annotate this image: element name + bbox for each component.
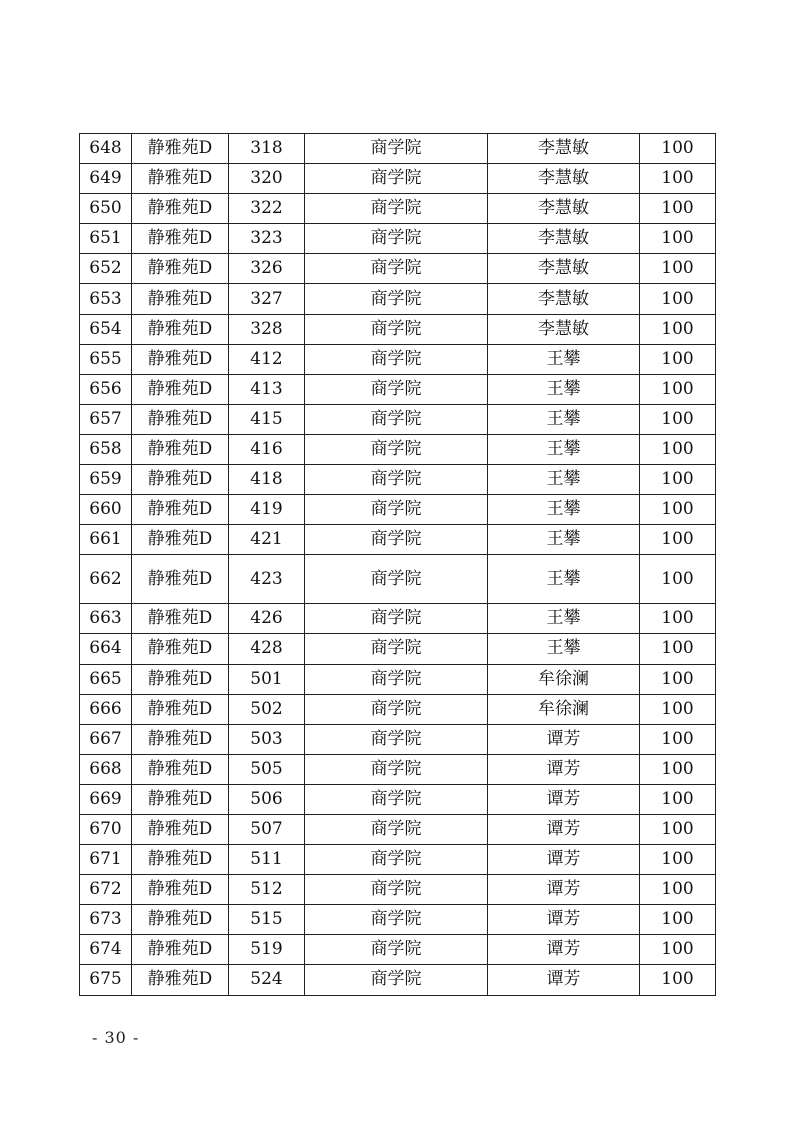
college-cell: 商学院 — [305, 784, 488, 814]
score-cell: 100 — [640, 754, 716, 784]
person-cell: 牟徐澜 — [488, 694, 640, 724]
college-cell: 商学院 — [305, 404, 488, 434]
score-cell: 100 — [640, 555, 716, 604]
row-number-cell: 666 — [80, 694, 132, 724]
building-cell: 静雅苑D — [132, 664, 229, 694]
person-cell: 谭芳 — [488, 935, 640, 965]
person-cell: 王攀 — [488, 344, 640, 374]
score-cell: 100 — [640, 344, 716, 374]
person-cell: 谭芳 — [488, 845, 640, 875]
room-cell: 503 — [229, 724, 305, 754]
person-cell: 李慧敏 — [488, 314, 640, 344]
row-number-cell: 654 — [80, 314, 132, 344]
person-cell: 谭芳 — [488, 965, 640, 995]
table-row — [80, 634, 716, 664]
building-cell: 静雅苑D — [132, 284, 229, 314]
person-cell: 王攀 — [488, 374, 640, 404]
table-row — [80, 754, 716, 784]
person-cell: 谭芳 — [488, 814, 640, 844]
score-cell: 100 — [640, 875, 716, 905]
building-cell: 静雅苑D — [132, 724, 229, 754]
room-cell: 416 — [229, 434, 305, 464]
score-cell: 100 — [640, 314, 716, 344]
table-row — [80, 374, 716, 404]
room-cell: 326 — [229, 254, 305, 284]
college-cell: 商学院 — [305, 344, 488, 374]
building-cell: 静雅苑D — [132, 254, 229, 284]
page-number: - 30 - — [92, 1028, 140, 1047]
row-number-cell: 657 — [80, 404, 132, 434]
college-cell: 商学院 — [305, 875, 488, 905]
table-row — [80, 965, 716, 995]
building-cell: 静雅苑D — [132, 164, 229, 194]
room-cell: 320 — [229, 164, 305, 194]
college-cell: 商学院 — [305, 754, 488, 784]
person-cell: 李慧敏 — [488, 134, 640, 164]
row-number-cell: 656 — [80, 374, 132, 404]
table-row — [80, 434, 716, 464]
building-cell: 静雅苑D — [132, 194, 229, 224]
college-cell: 商学院 — [305, 434, 488, 464]
person-cell: 王攀 — [488, 495, 640, 525]
building-cell: 静雅苑D — [132, 694, 229, 724]
person-cell: 李慧敏 — [488, 164, 640, 194]
table-row — [80, 465, 716, 495]
row-number-cell: 665 — [80, 664, 132, 694]
row-number-cell: 671 — [80, 845, 132, 875]
college-cell: 商学院 — [305, 374, 488, 404]
college-cell: 商学院 — [305, 724, 488, 754]
room-cell: 412 — [229, 344, 305, 374]
building-cell: 静雅苑D — [132, 525, 229, 555]
score-cell: 100 — [640, 845, 716, 875]
score-cell: 100 — [640, 935, 716, 965]
score-cell: 100 — [640, 905, 716, 935]
row-number-cell: 661 — [80, 525, 132, 555]
college-cell: 商学院 — [305, 694, 488, 724]
room-cell: 524 — [229, 965, 305, 995]
college-cell: 商学院 — [305, 254, 488, 284]
building-cell: 静雅苑D — [132, 845, 229, 875]
building-cell: 静雅苑D — [132, 754, 229, 784]
table-row — [80, 724, 716, 754]
building-cell: 静雅苑D — [132, 404, 229, 434]
room-cell: 323 — [229, 224, 305, 254]
row-number-cell: 672 — [80, 875, 132, 905]
college-cell: 商学院 — [305, 604, 488, 634]
building-cell: 静雅苑D — [132, 314, 229, 344]
building-cell: 静雅苑D — [132, 555, 229, 604]
table-row — [80, 694, 716, 724]
room-cell: 428 — [229, 634, 305, 664]
college-cell: 商学院 — [305, 634, 488, 664]
person-cell: 王攀 — [488, 404, 640, 434]
score-cell: 100 — [640, 194, 716, 224]
row-number-cell: 653 — [80, 284, 132, 314]
college-cell: 商学院 — [305, 664, 488, 694]
table-row — [80, 875, 716, 905]
score-cell: 100 — [640, 604, 716, 634]
college-cell: 商学院 — [305, 845, 488, 875]
building-cell: 静雅苑D — [132, 434, 229, 464]
room-cell: 413 — [229, 374, 305, 404]
building-cell: 静雅苑D — [132, 905, 229, 935]
table-row — [80, 254, 716, 284]
table-row — [80, 495, 716, 525]
person-cell: 王攀 — [488, 634, 640, 664]
building-cell: 静雅苑D — [132, 814, 229, 844]
table-row — [80, 404, 716, 434]
row-number-cell: 655 — [80, 344, 132, 374]
table-row — [80, 525, 716, 555]
college-cell: 商学院 — [305, 935, 488, 965]
building-cell: 静雅苑D — [132, 965, 229, 995]
college-cell: 商学院 — [305, 965, 488, 995]
score-cell: 100 — [640, 284, 716, 314]
building-cell: 静雅苑D — [132, 224, 229, 254]
row-number-cell: 659 — [80, 465, 132, 495]
row-number-cell: 675 — [80, 965, 132, 995]
college-cell: 商学院 — [305, 555, 488, 604]
room-cell: 512 — [229, 875, 305, 905]
table-row — [80, 905, 716, 935]
table-row — [80, 935, 716, 965]
table-row — [80, 604, 716, 634]
row-number-cell: 667 — [80, 724, 132, 754]
row-number-cell: 651 — [80, 224, 132, 254]
room-cell: 501 — [229, 664, 305, 694]
table-row — [80, 134, 716, 164]
row-number-cell: 663 — [80, 604, 132, 634]
table-row — [80, 664, 716, 694]
college-cell: 商学院 — [305, 465, 488, 495]
score-cell: 100 — [640, 404, 716, 434]
college-cell: 商学院 — [305, 284, 488, 314]
score-cell: 100 — [640, 164, 716, 194]
dormitory-score-table — [79, 133, 716, 996]
room-cell: 322 — [229, 194, 305, 224]
table-row — [80, 784, 716, 814]
college-cell: 商学院 — [305, 905, 488, 935]
person-cell: 王攀 — [488, 525, 640, 555]
score-cell: 100 — [640, 814, 716, 844]
table-row — [80, 284, 716, 314]
building-cell: 静雅苑D — [132, 784, 229, 814]
college-cell: 商学院 — [305, 224, 488, 254]
room-cell: 423 — [229, 555, 305, 604]
score-cell: 100 — [640, 664, 716, 694]
score-cell: 100 — [640, 965, 716, 995]
person-cell: 王攀 — [488, 434, 640, 464]
table-row — [80, 845, 716, 875]
person-cell: 王攀 — [488, 555, 640, 604]
row-number-cell: 649 — [80, 164, 132, 194]
person-cell: 王攀 — [488, 465, 640, 495]
room-cell: 507 — [229, 814, 305, 844]
room-cell: 519 — [229, 935, 305, 965]
person-cell: 谭芳 — [488, 784, 640, 814]
table-row — [80, 224, 716, 254]
college-cell: 商学院 — [305, 164, 488, 194]
row-number-cell: 670 — [80, 814, 132, 844]
college-cell: 商学院 — [305, 314, 488, 344]
room-cell: 506 — [229, 784, 305, 814]
table-body — [80, 134, 716, 996]
person-cell: 李慧敏 — [488, 254, 640, 284]
building-cell: 静雅苑D — [132, 465, 229, 495]
person-cell: 谭芳 — [488, 905, 640, 935]
building-cell: 静雅苑D — [132, 634, 229, 664]
row-number-cell: 648 — [80, 134, 132, 164]
room-cell: 327 — [229, 284, 305, 314]
room-cell: 328 — [229, 314, 305, 344]
college-cell: 商学院 — [305, 194, 488, 224]
score-cell: 100 — [640, 784, 716, 814]
score-cell: 100 — [640, 724, 716, 754]
score-cell: 100 — [640, 634, 716, 664]
college-cell: 商学院 — [305, 525, 488, 555]
room-cell: 426 — [229, 604, 305, 634]
score-cell: 100 — [640, 134, 716, 164]
score-cell: 100 — [640, 434, 716, 464]
person-cell: 王攀 — [488, 604, 640, 634]
row-number-cell: 674 — [80, 935, 132, 965]
score-cell: 100 — [640, 224, 716, 254]
room-cell: 418 — [229, 465, 305, 495]
college-cell: 商学院 — [305, 134, 488, 164]
row-number-cell: 658 — [80, 434, 132, 464]
room-cell: 505 — [229, 754, 305, 784]
person-cell: 谭芳 — [488, 875, 640, 905]
person-cell: 李慧敏 — [488, 224, 640, 254]
row-number-cell: 650 — [80, 194, 132, 224]
row-number-cell: 652 — [80, 254, 132, 284]
building-cell: 静雅苑D — [132, 604, 229, 634]
college-cell: 商学院 — [305, 495, 488, 525]
building-cell: 静雅苑D — [132, 134, 229, 164]
person-cell: 谭芳 — [488, 754, 640, 784]
table-row — [80, 344, 716, 374]
building-cell: 静雅苑D — [132, 344, 229, 374]
table-row — [80, 814, 716, 844]
table-row — [80, 314, 716, 344]
score-cell: 100 — [640, 495, 716, 525]
building-cell: 静雅苑D — [132, 935, 229, 965]
score-cell: 100 — [640, 254, 716, 284]
score-cell: 100 — [640, 465, 716, 495]
person-cell: 牟徐澜 — [488, 664, 640, 694]
building-cell: 静雅苑D — [132, 495, 229, 525]
row-number-cell: 673 — [80, 905, 132, 935]
score-cell: 100 — [640, 374, 716, 404]
room-cell: 421 — [229, 525, 305, 555]
row-number-cell: 664 — [80, 634, 132, 664]
room-cell: 515 — [229, 905, 305, 935]
college-cell: 商学院 — [305, 814, 488, 844]
score-cell: 100 — [640, 694, 716, 724]
room-cell: 415 — [229, 404, 305, 434]
room-cell: 419 — [229, 495, 305, 525]
person-cell: 李慧敏 — [488, 194, 640, 224]
row-number-cell: 669 — [80, 784, 132, 814]
room-cell: 502 — [229, 694, 305, 724]
row-number-cell: 660 — [80, 495, 132, 525]
row-number-cell: 662 — [80, 555, 132, 604]
table-row — [80, 164, 716, 194]
table-row — [80, 555, 716, 604]
room-cell: 318 — [229, 134, 305, 164]
building-cell: 静雅苑D — [132, 374, 229, 404]
table-row — [80, 194, 716, 224]
building-cell: 静雅苑D — [132, 875, 229, 905]
room-cell: 511 — [229, 845, 305, 875]
person-cell: 李慧敏 — [488, 284, 640, 314]
person-cell: 谭芳 — [488, 724, 640, 754]
score-cell: 100 — [640, 525, 716, 555]
row-number-cell: 668 — [80, 754, 132, 784]
